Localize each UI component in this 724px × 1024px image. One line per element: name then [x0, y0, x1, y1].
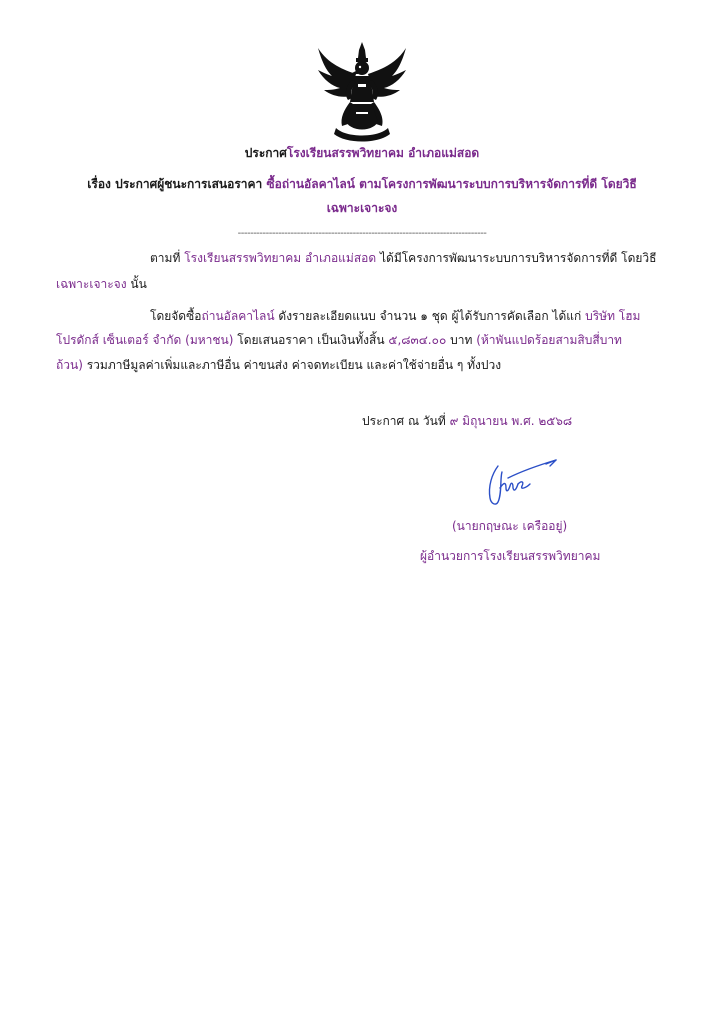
divider-line: --------------------------------------------------------------------------------: [237, 228, 487, 239]
title-prefix: ประกาศ: [244, 146, 287, 160]
p1-lead: ตามที่: [150, 251, 181, 265]
p1-school: โรงเรียนสรรพวิทยาคม อำเภอแม่สอด: [184, 251, 377, 265]
paragraph-1-line-2: [56, 276, 147, 292]
paragraph-2-line-1: [150, 308, 640, 324]
school-name: โรงเรียนสรรพวิทยาคม อำเภอแม่สอด: [286, 146, 480, 160]
announcement-subject: [0, 176, 724, 192]
paragraph-1-line-1: [150, 250, 657, 266]
p2-words-a: (ห้าพันแปดร้อยสามสิบสี่บาท: [476, 333, 622, 347]
p2-lead: โดยจัดซื้อ: [150, 309, 202, 323]
subject-method: เฉพาะเจาะจง: [326, 201, 398, 215]
p2-words-b: ถ้วน): [56, 358, 83, 372]
p1-mid: ได้มีโครงการพัฒนาระบบการบริหารจัดการที่ดี โดยวิธี: [379, 251, 657, 265]
signer-position: ผู้อำนวยการโรงเรียนสรรพวิทยาคม: [420, 549, 601, 563]
paragraph-2-line-3: [56, 357, 501, 373]
p2-company-a: บริษัท โฮม: [585, 309, 641, 323]
announce-lead: ประกาศ ณ วันที่: [362, 414, 446, 428]
p2-item: ถ่านอัลคาไลน์: [201, 309, 275, 323]
p2-tail: รวมภาษีมูลค่าเพิ่มและภาษีอื่น ค่าขนส่ง ค่าจดทะเบียน และค่าใช้จ่ายอื่น ๆ ทั้งปวง: [86, 358, 502, 372]
garuda-emblem-icon: [314, 40, 410, 144]
p2-baht: บาท: [450, 333, 473, 347]
p2-company-b: โปรดักส์ เซ็นเตอร์ จำกัด (มหาชน): [56, 333, 234, 347]
signer-name: (นายกฤษณะ เครืออยู่): [452, 519, 568, 533]
p2-amount: ๕,๘๓๔.๐๐: [388, 333, 447, 347]
p1-method: เฉพาะเจาะจง: [56, 277, 127, 291]
p2-detail: ดังรายละเอียดแนบ จำนวน ๑ ชุด: [278, 309, 448, 323]
p1-end: นั้น: [130, 277, 147, 291]
announcement-title: [0, 145, 724, 161]
subject-prefix: เรื่อง ประกาศผู้ชนะการเสนอราคา: [87, 177, 263, 191]
handwritten-signature-icon: [478, 458, 560, 510]
p2-price-lead: โดยเสนอราคา เป็นเงินทั้งสิ้น: [237, 333, 385, 347]
announcement-date-line: [362, 413, 572, 429]
paragraph-2-line-2: [56, 332, 622, 348]
p2-winner-lead: ผู้ได้รับการคัดเลือก ได้แก่: [451, 309, 582, 323]
subject-item: ซื้อถ่านอัลคาไลน์ ตามโครงการพัฒนาระบบการบริหารจัดการที่ดี โดยวิธี: [266, 177, 637, 191]
announce-date: ๙ มิถุนายน พ.ศ. ๒๕๖๘: [449, 414, 573, 428]
